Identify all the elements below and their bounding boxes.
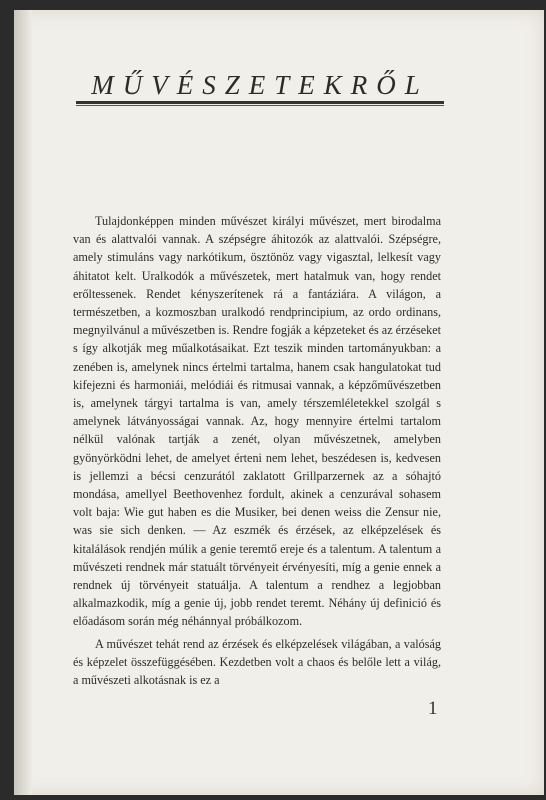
page-title: MŰVÉSZETEKRŐL — [91, 70, 429, 100]
paragraph-1: Tulajdonképpen minden művészet királyi művészet, mert birodalma van és alattvalói vannak. A szépségre áhitozók az alattvalói. Szépségre, amely stimuláns vagy narkótikum, ösztönöz vagy vigasztal, lelkesít vagy áhitatot kelt. Uralkodók a művészetek, mert hatalmuk van, hogy rendet erőltessenek. Rendet kényszerítenek rá a fantáziára. A világon, a természetben, a kozmoszban uralkodó rendprincipium, az ordo ordinans, megnyilvánul a művészetben is. Rendre fogják a képzeteket és az érzéseket s így alkotják meg műalkotásaikat. Ezt teszik minden tartományukban: a zenében is, amelynek nincs értelmi tartalma, hanem csak hangulatokat tud kifejezni és harmoniái, melódiái és ritmusai vannak, a képzőművészetben is, amelynek tárgyi tartalma is van, amely térszemléletekkel szolgál s amelynek látványosságai vannak. Az, hogy mennyire értelmi tartalom nélkül valónak tartják a zenét, olyan művészetnek, amelyben gyönyörködni lehet, de amelyet érteni nem lehet, beszédesen is, kedvesen is jellemzi a bécsi cenzurától zaklatott Grillparzernek az a sóhajtó mondása, amellyel Beethovenhez fordult, akinek a cenzurával sohasem volt baja: Wie gut haben es die Musiker, bei denen weiss die Zensur nie, was sie sich denken. — Az eszmék és érzések, az elképzelések és kitalálások rendjén múlik a genie teremtő ereje és a talentum. A talentum a művészeti rendnek már statuált törvényeit érvényesíti, míg a genie ennek a rendnek új törvényeit statuálja. A talentum a rendhez a legjobban alkalmazkodik, míg a genie új, jobb rendet teremt. Néhány új definició és előadásom során még néhánnyal próbálkozom. — [73, 214, 441, 629]
body-text — [73, 212, 441, 689]
page-number: 1 — [428, 698, 438, 719]
title-underline — [76, 101, 444, 104]
title-underline-thin — [76, 105, 444, 106]
page-binding-edge — [14, 10, 32, 795]
paragraph-2: A művészet tehát rend az érzések és elképzelések világában, a valóság és képzelet összefüggésében. Kezdetben volt a chaos és belőle lett a világ, a művészeti alkotásnak is ez a — [73, 636, 441, 688]
